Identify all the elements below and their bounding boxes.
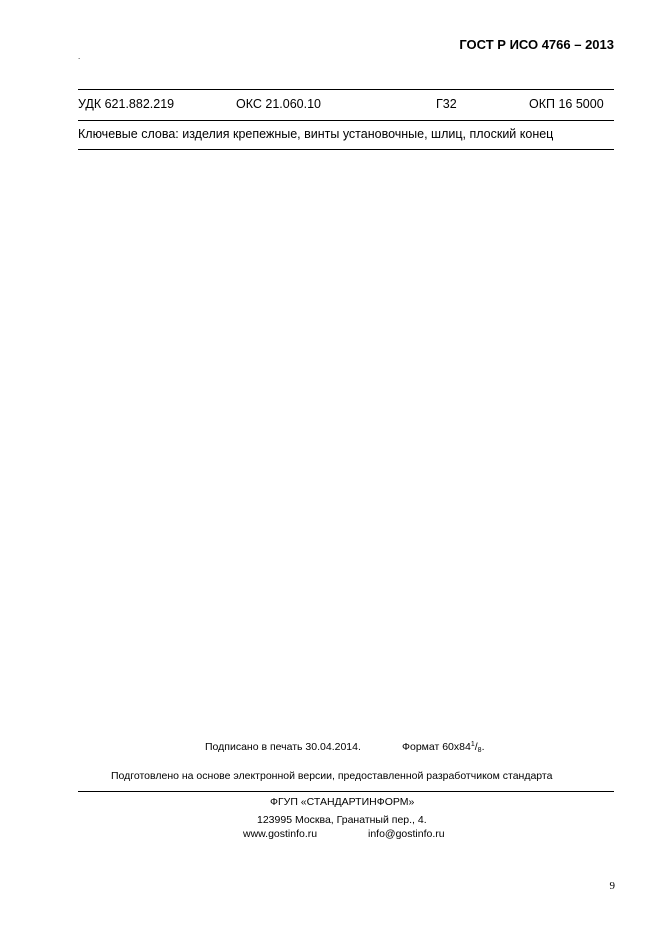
okp-code: ОКП 16 5000 [529,97,604,111]
format-denominator: 8 [477,747,482,754]
udk-code: УДК 621.882.219 [78,97,175,111]
classification-middle-rule [78,120,614,121]
signed-date: Подписано в печать 30.04.2014. [205,741,361,753]
format-info: Формат $60x84^1/8$. [402,741,485,754]
format-numerator: 1 [470,741,475,748]
imprint-rule [78,791,614,792]
document-code: ГОСТ Р ИСО 4766 – 2013 [459,37,614,52]
format-label: Формат 60x84 [402,741,471,753]
publisher-website: www.gostinfo.ru [243,828,318,840]
keywords-bottom-rule [78,149,614,150]
group-code: Г32 [436,97,457,111]
format-end: . [481,741,485,753]
classification-top-rule [78,89,614,90]
publisher-email: info@gostinfo.ru [368,828,445,840]
publisher-name: ФГУП «СТАНДАРТИНФОРМ» [270,796,415,808]
keywords-line: Ключевые слова: изделия крепежные, винты установочные, шлиц, плоский конец [78,127,554,141]
publisher-address: 123995 Москва, Гранатный пер., 4. [257,814,427,826]
page-number: 9 [609,880,615,892]
dot-mark: . [78,52,81,61]
prepared-note: Подготовлено на основе электронной версии, предоставленной разработчиком стандарта [111,770,553,782]
oks-code: ОКС 21.060.10 [236,97,321,111]
